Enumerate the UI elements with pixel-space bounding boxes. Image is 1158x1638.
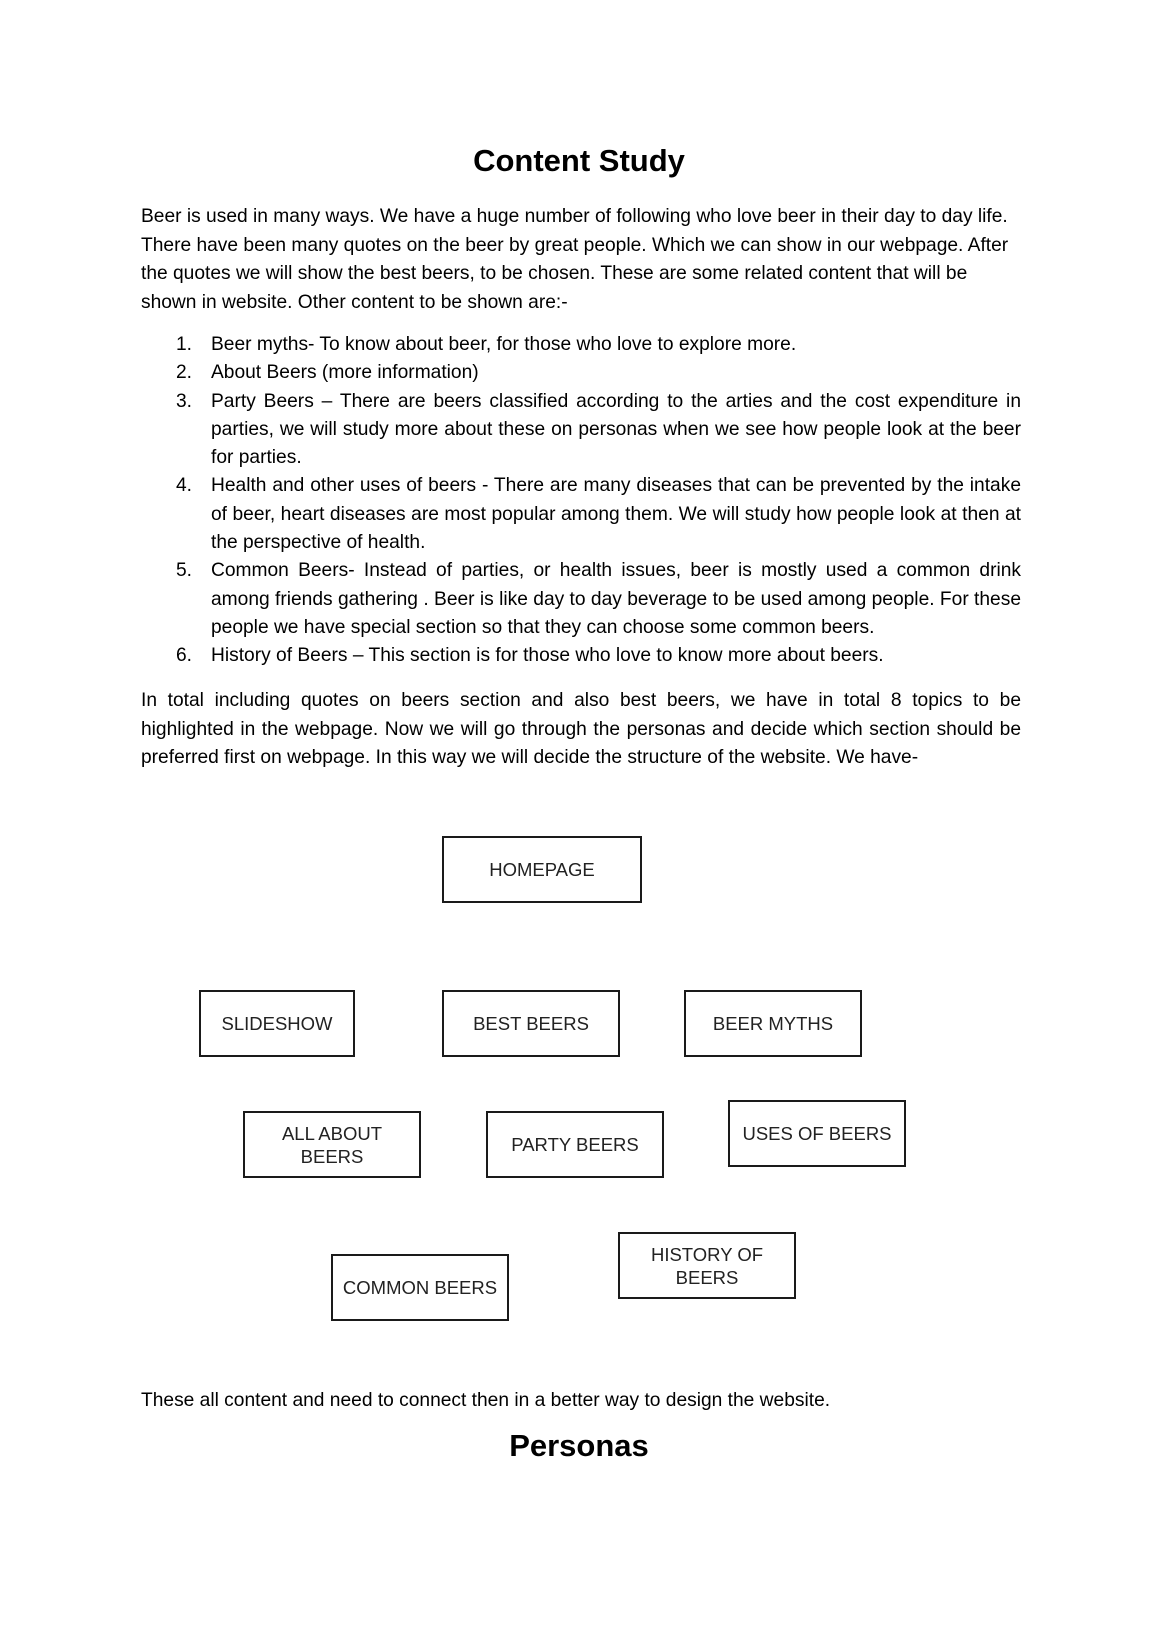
summary-paragraph bbox=[141, 687, 1021, 773]
page-title: Content Study bbox=[473, 143, 685, 178]
all-about-beers-label-line1: ALL ABOUT bbox=[281, 1122, 383, 1144]
homepage-box bbox=[442, 836, 642, 903]
history-of-beers-box bbox=[618, 1232, 796, 1299]
list-number: 1. bbox=[176, 334, 193, 355]
best-beers-label: BEST BEERS bbox=[473, 1013, 589, 1034]
list-item bbox=[141, 388, 1021, 473]
all-about-beers-box bbox=[243, 1111, 421, 1178]
history-of-beers-label-line2: BEERS bbox=[675, 1266, 739, 1288]
intro-paragraph bbox=[141, 203, 1021, 317]
list-text: Common Beers- Instead of parties, or health issues, beer is mostly used a common drink among friends gathering . Beer is like day to day beverage to be used among people. For these people we have special section so that they can choose some common beers. bbox=[211, 560, 1021, 638]
closing-text: These all content and need to connect then in a better way to design the website. bbox=[141, 1390, 831, 1411]
list-number: 4. bbox=[176, 475, 193, 497]
list-text: About Beers (more information) bbox=[211, 362, 479, 384]
closing-paragraph bbox=[141, 1387, 1021, 1416]
list-number: 6. bbox=[176, 645, 193, 667]
content-list bbox=[141, 331, 1021, 671]
party-beers-box bbox=[486, 1111, 664, 1178]
list-text: Party Beers – There are beers classified according to the arties and the cost expenditure in parties, we will study more about these on personas when we see how people look at the beer for parties. bbox=[211, 390, 1021, 469]
common-beers-box bbox=[331, 1254, 509, 1321]
list-text: Health and other uses of beers - There are many diseases that can be prevented by the intake of beer, heart diseases are most popular among them. We will study how people look at then at the perspective of health. bbox=[211, 475, 1021, 554]
best-beers-box bbox=[442, 990, 620, 1057]
all-about-beers-label-line2: BEERS bbox=[300, 1145, 364, 1167]
slideshow-label: SLIDESHOW bbox=[221, 1013, 333, 1034]
history-of-beers-label-line1: HISTORY OF bbox=[650, 1243, 764, 1265]
uses-of-beers-box bbox=[728, 1100, 906, 1167]
party-beers-label: PARTY BEERS bbox=[511, 1134, 639, 1155]
list-item bbox=[141, 359, 1021, 387]
beer-myths-box bbox=[684, 990, 862, 1057]
uses-of-beers-label: USES OF BEERS bbox=[742, 1123, 892, 1144]
list-item bbox=[141, 557, 1021, 642]
intro-text: Beer is used in many ways. We have a huge number of following who love beer in their day to day life. There have been many quotes on the beer by great people. Which we can show in our webpage. After the quotes we will show the best beers, to be chosen. These are some related content that will be shown in website. Other content to be shown are:- bbox=[141, 206, 1009, 313]
homepage-label: HOMEPAGE bbox=[489, 859, 595, 880]
beer-myths-label: BEER MYTHS bbox=[712, 1013, 834, 1034]
list-number: 3. bbox=[176, 390, 193, 412]
list-item bbox=[141, 331, 1021, 359]
list-item bbox=[141, 472, 1021, 557]
section-title-personas: Personas bbox=[509, 1428, 649, 1463]
summary-text: In total including quotes on beers section and also best beers, we have in total 8 topics to be highlighted in the webpage. Now we will go through the personas and decide which section should be preferred first on webpage. In this way we will decide the structure of the website. We have- bbox=[141, 690, 1021, 768]
list-text: Beer myths- To know about beer, for those who love to explore more. bbox=[211, 334, 797, 355]
list-number: 5. bbox=[176, 560, 193, 582]
slideshow-box bbox=[199, 990, 355, 1057]
common-beers-label: COMMON BEERS bbox=[342, 1277, 498, 1298]
list-text: History of Beers – This section is for those who love to know more about beers. bbox=[211, 645, 884, 667]
list-item bbox=[141, 642, 1021, 670]
list-number: 2. bbox=[176, 362, 193, 384]
